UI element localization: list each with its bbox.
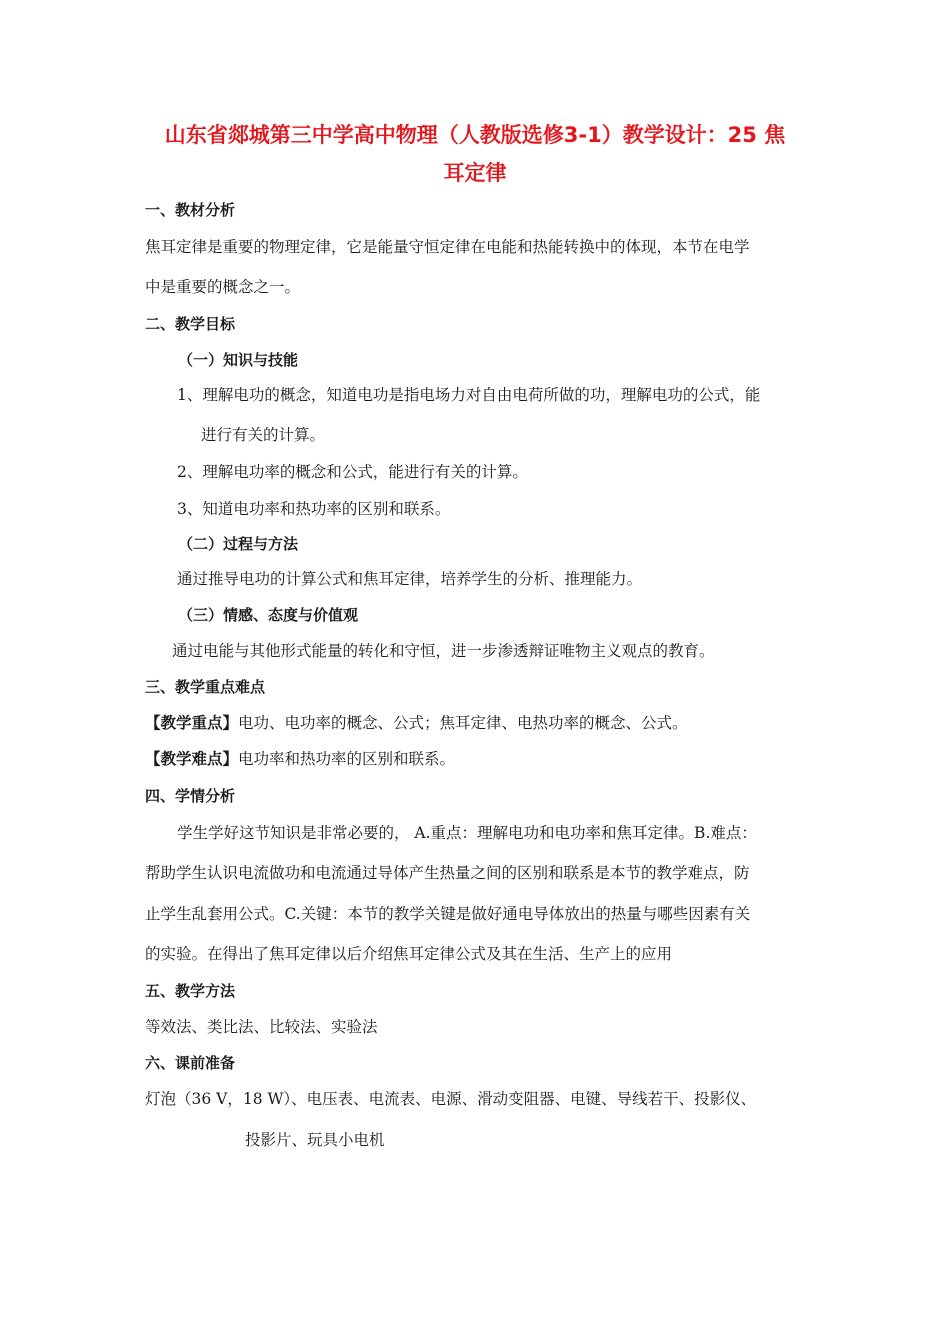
paragraph: 止学生乱套用公式。C.关键：本节的教学关键是做好通电导体放出的热量与哪些因素有关	[145, 905, 751, 923]
teaching-difficulty	[145, 748, 455, 770]
section-heading-1: 一、教材分析	[145, 201, 236, 219]
section-heading-6: 六、课前准备	[145, 1054, 236, 1072]
paragraph: 中是重要的概念之一。	[145, 278, 301, 296]
teaching-key-point	[145, 712, 688, 734]
section-heading-3: 三、教学重点难点	[145, 678, 266, 696]
list-item-continuation: 进行有关的计算。	[201, 426, 326, 444]
subheading-process: （二）过程与方法	[178, 535, 299, 553]
list-item: 3、知道电功率和热功率的区别和联系。	[177, 500, 451, 518]
section-heading-2: 二、教学目标	[145, 315, 236, 333]
document-title-line-1: 山东省郯城第三中学高中物理（人教版选修3-1）教学设计：25 焦	[164, 123, 786, 147]
teaching-difficulty-label: 【教学难点】	[145, 750, 239, 768]
paragraph: 通过电能与其他形式能量的转化和守恒，进一步渗透辩证唯物主义观点的教育。	[172, 642, 715, 660]
section-heading-5: 五、教学方法	[145, 982, 236, 1000]
teaching-key-label: 【教学重点】	[145, 714, 239, 732]
list-item: 2、理解电功率的概念和公式，能进行有关的计算。	[177, 463, 528, 481]
list-item: 1、理解电功的概念，知道电功是指电场力对自由电荷所做的功，理解电功的公式，能	[177, 386, 761, 404]
paragraph: 帮助学生认识电流做功和电流通过导体产生热量之间的区别和联系是本节的教学难点，防	[145, 864, 750, 882]
subheading-knowledge: （一）知识与技能	[178, 351, 299, 369]
paragraph: 焦耳定律是重要的物理定律，它是能量守恒定律在电能和热能转换中的体现，本节在电学	[145, 238, 750, 256]
section-heading-4: 四、学情分析	[145, 787, 236, 805]
teaching-difficulty-text: 电功率和热功率的区别和联系。	[238, 750, 456, 768]
document-title-line-2: 耳定律	[443, 161, 507, 185]
subheading-attitude: （三）情感、态度与价值观	[178, 606, 359, 624]
paragraph: 通过推导电功的计算公式和焦耳定律，培养学生的分析、推理能力。	[177, 570, 643, 588]
paragraph: 灯泡（36 V，18 W）、电压表、电流表、电源、滑动变阻器、电键、导线若干、投影仪、	[145, 1090, 757, 1108]
paragraph: 学生学好这节知识是非常必要的， A.重点：理解电功和电功率和焦耳定律。B.难点：	[177, 824, 757, 842]
paragraph: 等效法、类比法、比较法、实验法	[145, 1018, 378, 1036]
paragraph: 的实验。在得出了焦耳定律以后介绍焦耳定律公式及其在生活、生产上的应用	[145, 945, 673, 963]
teaching-key-text: 电功、电功率的概念、公式；焦耳定律、电热功率的概念、公式。	[238, 714, 688, 732]
paragraph: 投影片、玩具小电机	[245, 1131, 385, 1149]
